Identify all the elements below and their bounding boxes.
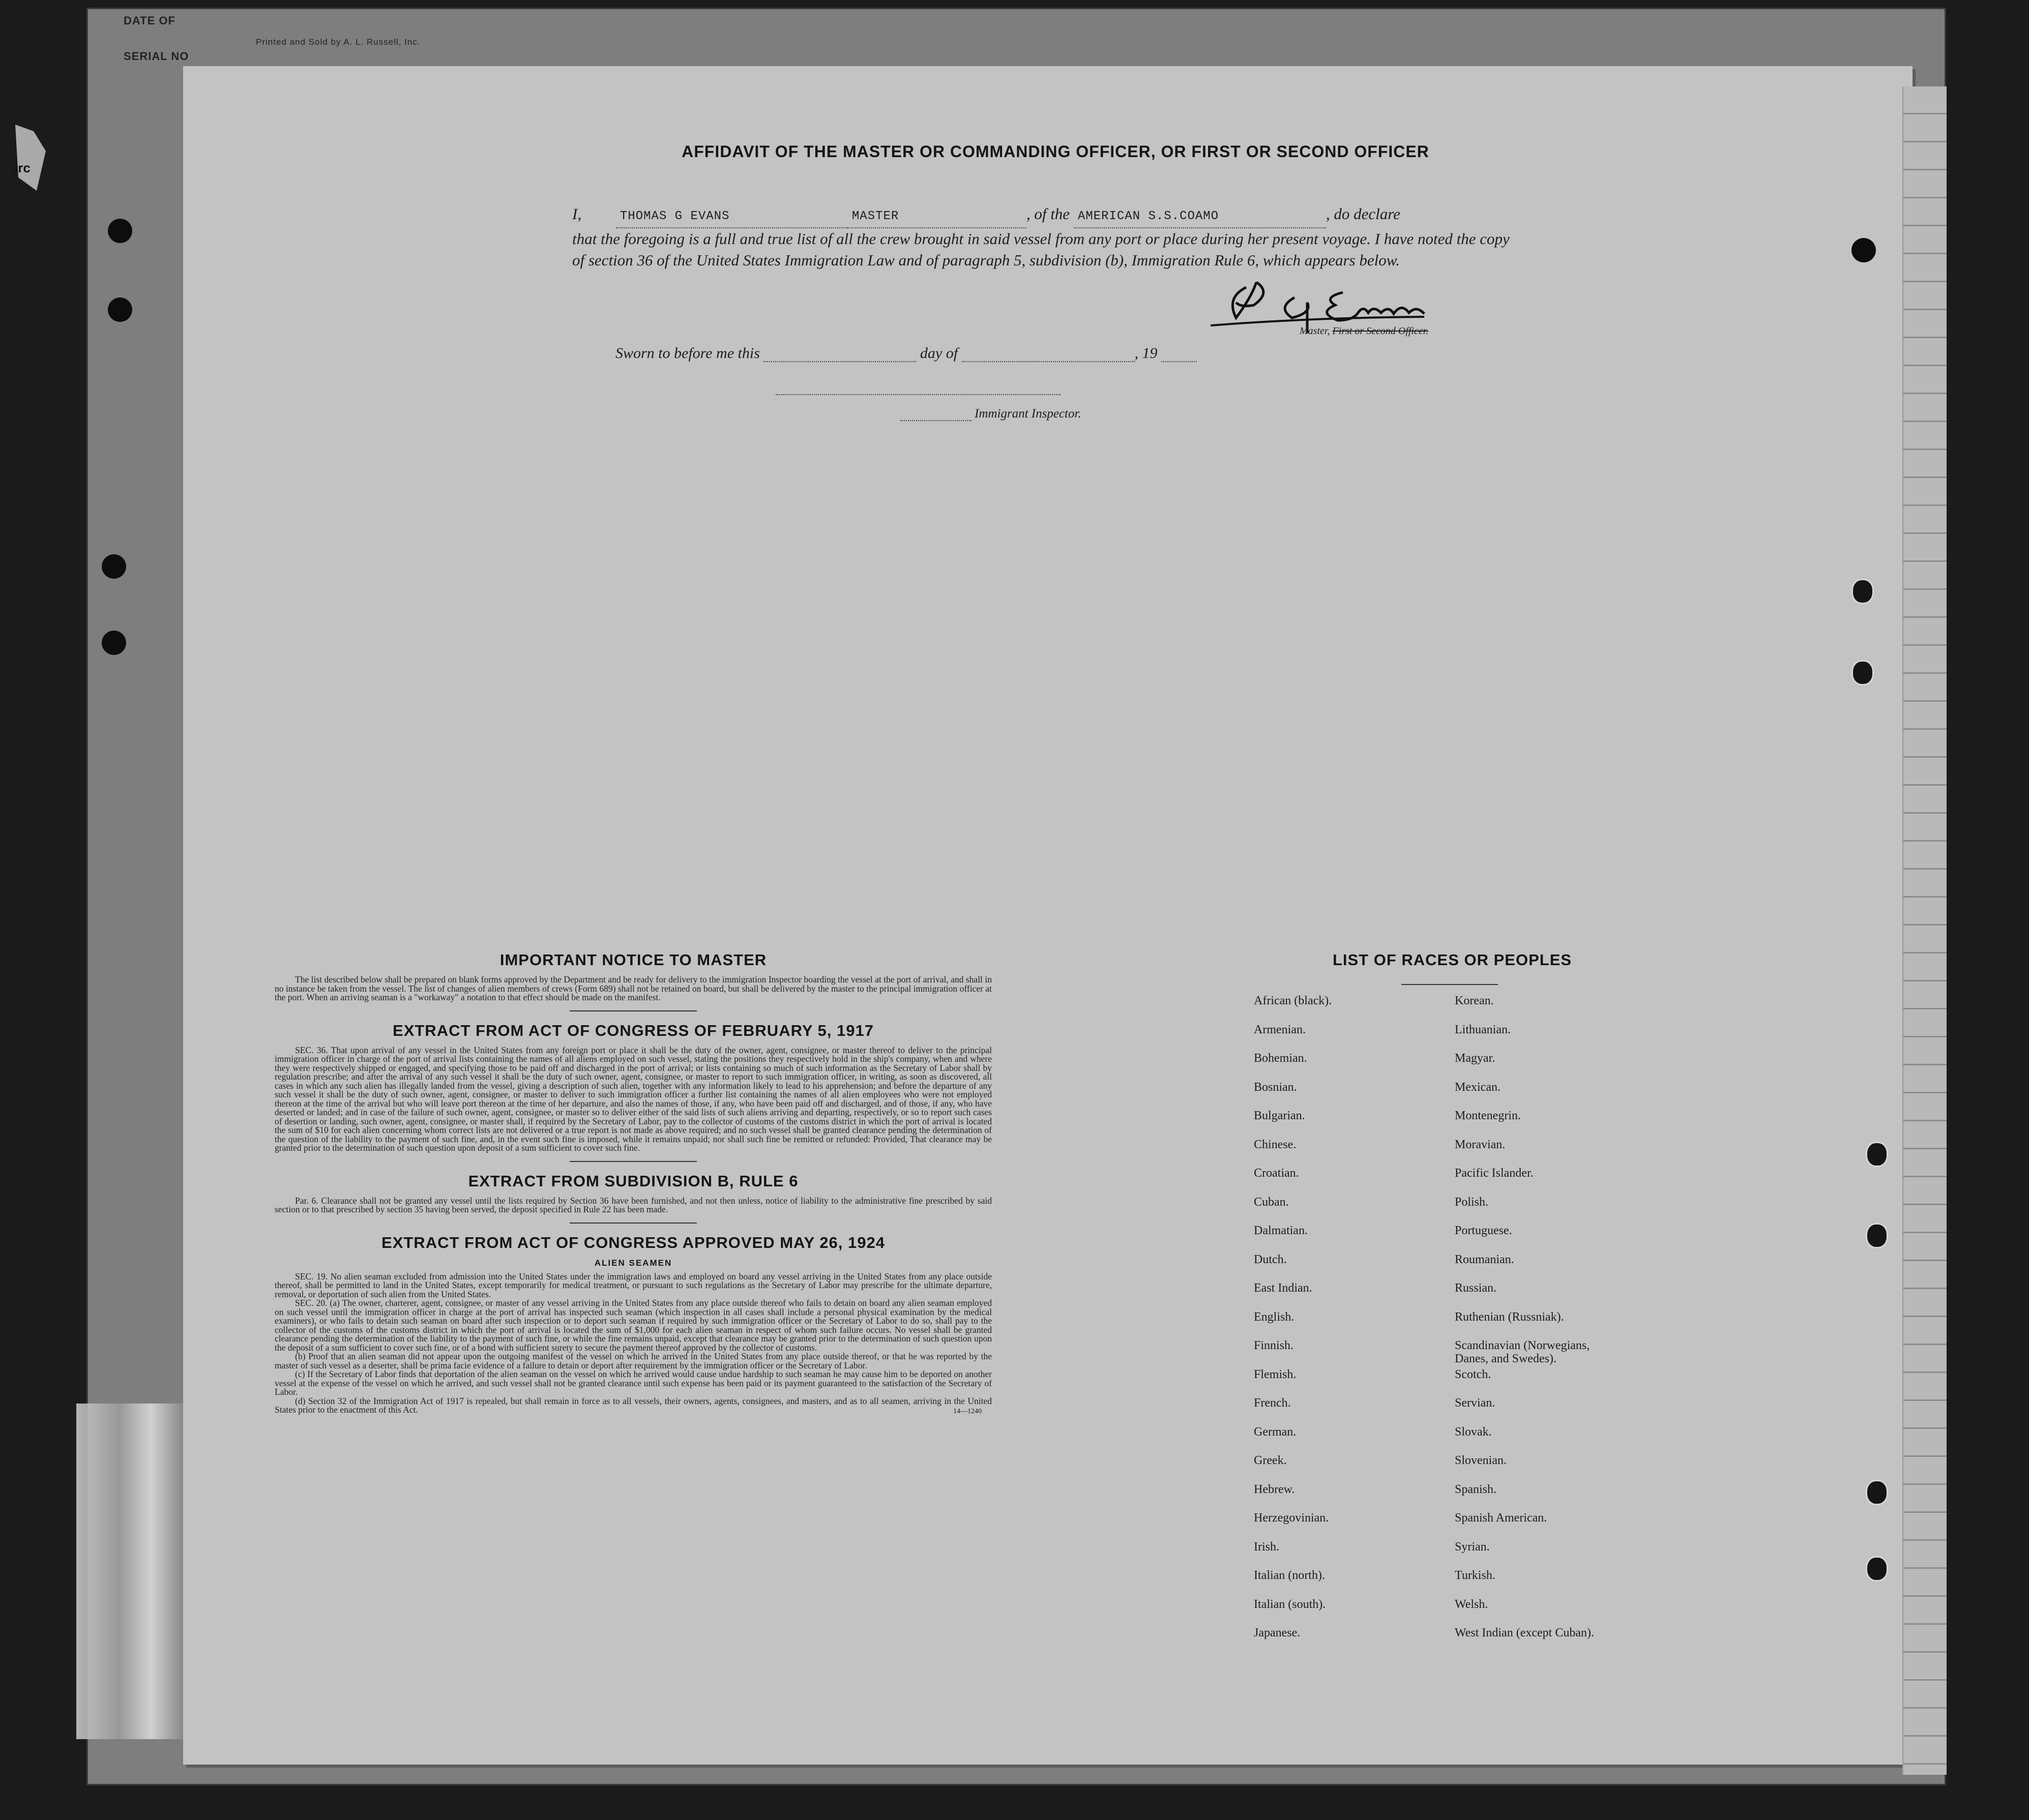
binder-hole: [1851, 238, 1876, 262]
race-entry: Spanish.: [1455, 1482, 1497, 1496]
binder-hole: [108, 297, 132, 322]
race-entry: Cuban.: [1254, 1195, 1289, 1209]
notice-paragraph: The list described below shall be prepared on blank forms approved by the Department and be ready for delivery to the immigration Inspector boarding the vessel at the port of arrival, and shall in no instance be taken from the vessel. The list of changes of alien members of crews (Form 689) shall not be retained on board, but shall be delivered by the master to the principal immigration officer at the port. When an arriving seaman is a "workaway" a notation to that effect should be made on the manifest.: [275, 974, 992, 1002]
legal-extracts-column: [275, 951, 992, 1416]
race-entry: Irish.: [1254, 1540, 1279, 1554]
form-page: [183, 66, 1913, 1765]
declaration-prefix: I,: [572, 205, 582, 223]
race-entry: Turkish.: [1455, 1569, 1495, 1582]
printer-imprint: Printed and Sold by A. L. Russell, Inc.: [256, 37, 421, 47]
race-entry: Syrian.: [1455, 1540, 1490, 1554]
extract-1917-text: [275, 1046, 992, 1153]
race-entry: Scandinavian (Norwegians, Danes, and Swedes).: [1455, 1339, 1590, 1365]
inspector-label-text: Immigrant Inspector.: [975, 407, 1081, 421]
binder-hole: [102, 554, 126, 579]
race-entry: Italian (north).: [1254, 1569, 1325, 1582]
serial-no-label: SERIAL NO: [124, 50, 189, 63]
races-divider: [1401, 984, 1498, 985]
extract-1924-text: [275, 1272, 992, 1415]
race-entry: Finnish.: [1254, 1339, 1294, 1352]
vessel-field[interactable]: AMERICAN S.S.COAMO: [1074, 206, 1326, 228]
race-entry: Pacific Islander.: [1455, 1167, 1534, 1180]
races-title: LIST OF RACES OR PEOPLES: [1332, 951, 1572, 969]
race-entry: Bosnian.: [1254, 1080, 1297, 1094]
race-entry: Montenegrin.: [1455, 1109, 1521, 1122]
race-entry: Bohemian.: [1254, 1052, 1307, 1065]
extract-1917-title: EXTRACT FROM ACT OF CONGRESS OF FEBRUARY 5, 1917: [393, 1021, 874, 1039]
race-entry: Armenian.: [1254, 1023, 1306, 1036]
sworn-year-field[interactable]: [1161, 361, 1197, 362]
rank-field[interactable]: MASTER: [848, 206, 1026, 228]
inspector-signature-line[interactable]: [776, 394, 1061, 395]
binder-hole: [1851, 579, 1874, 604]
extract-1924-paragraph: SEC. 19. No alien seaman excluded from admission into the United States under the immigration laws and employed on board any vessel arriving in the United States from any place outside thereof, shall be permitted to land in the United States, except temporarily for medical treatment, or pursuant to such regulations as the Secretary of Labor may prescribe for the ultimate departure, removal, or deportation of such alien from the United States.: [275, 1271, 992, 1299]
declaration-line: [572, 203, 1523, 228]
binder-hole: [1866, 1223, 1888, 1248]
extract-1917-paragraph: SEC. 36. That upon arrival of any vessel in the United States from any foreign port or place it shall be the duty of the owner, agent, consignee, or master thereof to deliver to the principal immigration officer in charge of the port of arrival lists containing the names of all aliens employed on such vessel, stating the positions they respectively hold in the ship's company, when and where they were respectively shipped or engaged, and specifying those to be paid off and discharged in the port of arrival; or lists containing so much of such information as the Secretary of Labor shall by regulation prescribe; and after the arrival of any such vessel it shall be the duty of such owner, agent, consignee, or master to report to such immigration officer, in writing, as soon as discovered, all cases in which any such alien has illegally landed from the vessel, giving a description of such alien, together with any information likely to lead to his apprehension; and before the departure of any such vessel it shall be the duty of such owner, agent, consignee, or master to deliver to such immigration officer a further list containing the names of all alien employees who were not employed thereon at the time of the arrival but who will leave port thereon at the time of her departure, and also the names of those, if any, who have been paid off and discharged, and of those, if any, who have deserted or landed; and in case of the failure of such owner, agent, consignee, or master so to deliver either of the said lists of such aliens arriving and departing, respectively, or so to report such cases of desertion or landing, such owner, agent, consignee, or master shall, if required by the Secretary of Labor, pay to the collector of customs of the customs district in which the port of arrival is located the sum of $10 for each alien concerning whom correct lists are not delivered or a true report is not made as above required; and no such vessel shall be granted clearance pending the determination of the question of the liability to the payment of such fine, and, in the event such fine is imposed, while it remains unpaid; nor shall such fine be remitted or refunded: Provided, That clearance may be granted prior to the determination of such question upon deposit of a sum sufficient to cover such fine.: [275, 1045, 992, 1153]
race-entry: West Indian (except Cuban).: [1455, 1626, 1594, 1639]
race-entry: Dalmatian.: [1254, 1224, 1308, 1237]
sworn-year-label: , 19: [1134, 345, 1158, 362]
race-entry: Herzegovinian.: [1254, 1511, 1329, 1525]
race-entry: Russian.: [1455, 1281, 1497, 1295]
race-entry: Dutch.: [1254, 1252, 1287, 1266]
race-entry: Scotch.: [1455, 1367, 1491, 1381]
form-number: 14—1240: [953, 1407, 982, 1415]
left-edge-scrap: [15, 125, 46, 191]
extract-rule6-text: [275, 1197, 992, 1214]
race-entry: Mexican.: [1455, 1080, 1501, 1094]
extract-1924-paragraph: SEC. 20. (a) The owner, charterer, agent, consignee, or master of any vessel arriving in the United States from any place outside thereof who fails to detain on board any alien seaman employed on such vessel until the immigration officer in charge at the port of arrival has inspected such seaman (which inspection in all cases shall include a personal physical examination by the medical examiners), or who fails to detain such seaman on board after such inspection or to deport such seaman if required by such immigration officer or the Secretary of Labor to do so, shall pay to the collector of the customs of the customs district in which the port of arrival is located the sum of $1,000 for each alien seaman in respect of whom such failure occurs. No vessel shall be granted clearance pending the determination of the liability to the payment of such fine, or while the fine remains unpaid, except that clearance may be granted prior to the determination of such question upon the deposit of a sum sufficient to cover such fine, or of a bond with sufficient surety to secure the payment thereof approved by the collector of customs.: [275, 1298, 992, 1353]
section-divider: [570, 1222, 697, 1224]
declaration-body: that the foregoing is a full and true list of all the crew brought in said vessel from any port or place during her present voyage. I have noted the copy of section 36 of the United States Immigration Law and of paragraph 5, subdivision (b), Immigration Rule 6, which appears below.: [572, 230, 1510, 269]
of-the-label: , of the: [1026, 205, 1070, 223]
section-divider: [570, 1161, 697, 1162]
race-entry: Polish.: [1455, 1195, 1489, 1209]
race-entry: Flemish.: [1254, 1367, 1297, 1381]
race-entry: Greek.: [1254, 1454, 1287, 1467]
race-entry: Welsh.: [1455, 1597, 1488, 1611]
signature-caption-master: Master,: [1300, 325, 1330, 337]
section-divider: [570, 1010, 697, 1011]
binder-hole: [108, 219, 132, 243]
extract-rule6-paragraph: Par. 6. Clearance shall not be granted any vessel until the lists required by Section 36 have been furnished, and not then unless, notice of liability to the administrative fine prescribed by said section or to that prescribed by section 35 having been served, the deposit specified in Rule 22 has been made.: [275, 1195, 992, 1214]
race-entry: Portuguese.: [1455, 1224, 1512, 1237]
race-entry: Spanish American.: [1455, 1511, 1547, 1525]
race-entry: African (black).: [1254, 994, 1332, 1007]
inspector-label: [900, 407, 1081, 421]
signature-caption-struck: First or Second Officer.: [1332, 325, 1429, 337]
race-entry: Bulgarian.: [1254, 1109, 1305, 1122]
sworn-line: [615, 345, 1197, 362]
inspector-dots: [900, 420, 972, 421]
race-entry: German.: [1254, 1425, 1297, 1439]
binder-hole: [1866, 1480, 1888, 1505]
race-entry: Lithuanian.: [1455, 1023, 1511, 1036]
extract-rule6-title: EXTRACT FROM SUBDIVISION B, RULE 6: [468, 1172, 799, 1190]
binder-hole: [1851, 660, 1874, 685]
date-of-label: DATE OF: [124, 14, 175, 27]
race-entry: Moravian.: [1455, 1138, 1506, 1151]
extract-1924-subtitle: ALIEN SEAMEN: [594, 1258, 672, 1268]
binder-hole: [1866, 1556, 1888, 1582]
binder-hole: [1866, 1142, 1888, 1167]
race-entry: French.: [1254, 1396, 1291, 1410]
race-entry: Japanese.: [1254, 1626, 1301, 1639]
race-entry: Italian (south).: [1254, 1597, 1326, 1611]
race-entry: Croatian.: [1254, 1167, 1299, 1180]
left-edge-text: irc: [14, 160, 31, 175]
race-entry: Roumanian.: [1455, 1252, 1514, 1266]
affidavit-title: AFFIDAVIT OF THE MASTER OR COMMANDING OFFICER, OR FIRST OR SECOND OFFICER: [682, 142, 1429, 161]
notice-title: IMPORTANT NOTICE TO MASTER: [499, 951, 767, 969]
race-entry: Ruthenian (Russniak).: [1455, 1310, 1564, 1324]
race-entry: Servian.: [1455, 1396, 1495, 1410]
sworn-month-field[interactable]: [962, 361, 1135, 362]
race-entry: Chinese.: [1254, 1138, 1297, 1151]
notice-text: [275, 975, 992, 1002]
torn-paper-edge: [76, 1404, 183, 1739]
affidavit-declaration: [572, 203, 1523, 271]
sworn-prefix: Sworn to before me this: [615, 345, 760, 362]
do-declare-label: , do declare: [1326, 205, 1400, 223]
race-entry: Hebrew.: [1254, 1482, 1295, 1496]
signature-caption: [1300, 325, 1428, 337]
race-entry: East Indian.: [1254, 1281, 1312, 1295]
extract-1924-paragraph: (d) Section 32 of the Immigration Act of 1917 is repealed, but shall remain in force as to all vessels, their owners, agents, consignees, and masters, and as to all seamen, arriving in the United States prior to the enactment of this Act.: [275, 1395, 992, 1415]
race-entry: Slovak.: [1455, 1425, 1492, 1439]
name-field[interactable]: THOMAS G EVANS: [616, 206, 848, 228]
binder-hole: [102, 631, 126, 655]
sworn-day-field[interactable]: [763, 361, 916, 362]
race-entry: Magyar.: [1455, 1052, 1495, 1065]
race-entry: English.: [1254, 1310, 1295, 1324]
sworn-day-label: day of: [920, 345, 958, 362]
extract-1924-paragraph: (c) If the Secretary of Labor finds that deportation of the alien seaman on the vessel on which he arrived would cause undue hardship to such seaman he may cause him to be deported on another vessel at the expense of the vessel on which he arrived, and such vessel shall not be granted clearance until such expense has been paid or its payment guaranteed to the satisfaction of the Secretary of Labor.: [275, 1369, 992, 1397]
extract-1924-paragraph: (b) Proof that an alien seaman did not appear upon the outgoing manifest of the vessel on which he arrived in the United States from any place outside thereof, or that he was reported by the master of such vessel as a deserter, shall be prima facie evidence of a failure to detain or deport after requirement by the immigration officer or the Secretary of Labor.: [275, 1351, 992, 1370]
race-entry: Korean.: [1455, 994, 1494, 1007]
right-ruled-strip: [1902, 86, 1947, 1775]
race-entry: Slovenian.: [1455, 1454, 1507, 1467]
extract-1924-title: EXTRACT FROM ACT OF CONGRESS APPROVED MAY 26, 1924: [381, 1233, 885, 1251]
